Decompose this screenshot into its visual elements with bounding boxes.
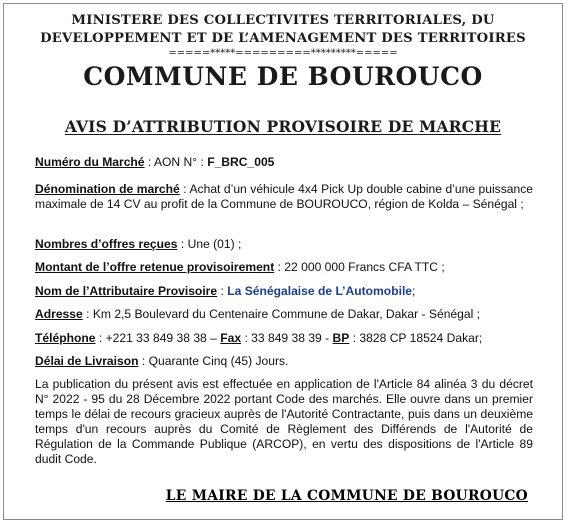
delai-label: Délai de Livraison	[35, 354, 139, 368]
field-denomination	[35, 182, 533, 212]
attributaire-end: ;	[412, 284, 416, 298]
telephone-value: : +221 33 849 38 38 –	[95, 331, 221, 345]
delai-value: : Quarante Cinq (45) Jours.	[138, 354, 289, 368]
fax-label: Fax	[220, 331, 242, 345]
attributaire-sep: :	[217, 284, 228, 298]
mayor-signature: LE MAIRE DE LA COMMUNE DE BOUROUCO	[165, 488, 528, 504]
fax-value: : 33 849 38 39 -	[241, 331, 333, 345]
numero-label: Numéro du Marché	[35, 155, 145, 169]
bp-label: BP	[332, 331, 350, 345]
offres-value: : Une (01) ;	[177, 237, 242, 251]
attributaire-label: Nom de l’Attributaire Provisoire	[35, 284, 218, 298]
montant-label: Montant de l’offre retenue provisoirement	[35, 260, 275, 274]
notice-title: AVIS D’ATTRIBUTION PROVISOIRE DE MARCHE	[64, 117, 502, 136]
bp-value: : 3828 CP 18524 Dakar;	[349, 331, 483, 345]
commune-title: COMMUNE DE BOUROUCO	[83, 62, 483, 91]
field-montant	[35, 260, 533, 275]
legal-paragraph: La publication du présent avis est effectuée en application de l'Article 84 alinéa 3 du décret N° 2022 - 95 du 28 Décembre 2022 portant Code des marchés. Elle ouvre dans un premier temps le délai de recours gracieux auprès de l'Autorité Contractante, puis dans un deuxième temps d'un recours auprès du Comité de Règlement des Différends de l'Autorité de Régulation de la Commande Publique (ARCOP), en vertu des dispositions de l'Article 89 dudit Code.	[35, 377, 533, 466]
denomination-value: : Achat d’un véhicule 4x4 Pick Up double cabine d’une puissance maximale de 14 CV au profit de la Commune de BOUROUCO, région de Kolda – Sénégal ;	[35, 182, 534, 211]
offres-label: Nombres d’offres reçues	[35, 237, 178, 251]
attributaire-value: La Sénégalaise de L’Automobile	[227, 284, 413, 298]
field-adresse	[35, 307, 533, 322]
denomination-label: Dénomination de marché	[35, 182, 180, 196]
numero-value: F_BRC_005	[207, 155, 275, 169]
notice-frame	[3, 3, 563, 520]
ministry-line-2: DEVELOPPEMENT ET DE L’AMENAGEMENT DES TERRITOIRES	[40, 31, 526, 46]
telephone-label: Téléphone	[35, 331, 96, 345]
adresse-value: : Km 2,5 Boulevard du Centenaire Commune de Dakar, Dakar - Sénégal ;	[82, 307, 481, 321]
ministry-line-1: MINISTERE DES COLLECTIVITES TERRITORIALES, DU	[71, 13, 495, 28]
numero-mid: : AON N° :	[144, 155, 208, 169]
adresse-label: Adresse	[35, 307, 83, 321]
header-separator: =====*****=========*********=====	[168, 48, 398, 59]
montant-value: : 22 000 000 Francs CFA TTC ;	[274, 260, 445, 274]
field-delai	[35, 354, 533, 369]
field-telephone	[35, 331, 533, 346]
field-numero	[35, 155, 533, 170]
field-attributaire	[35, 284, 533, 299]
field-offres	[35, 237, 533, 252]
